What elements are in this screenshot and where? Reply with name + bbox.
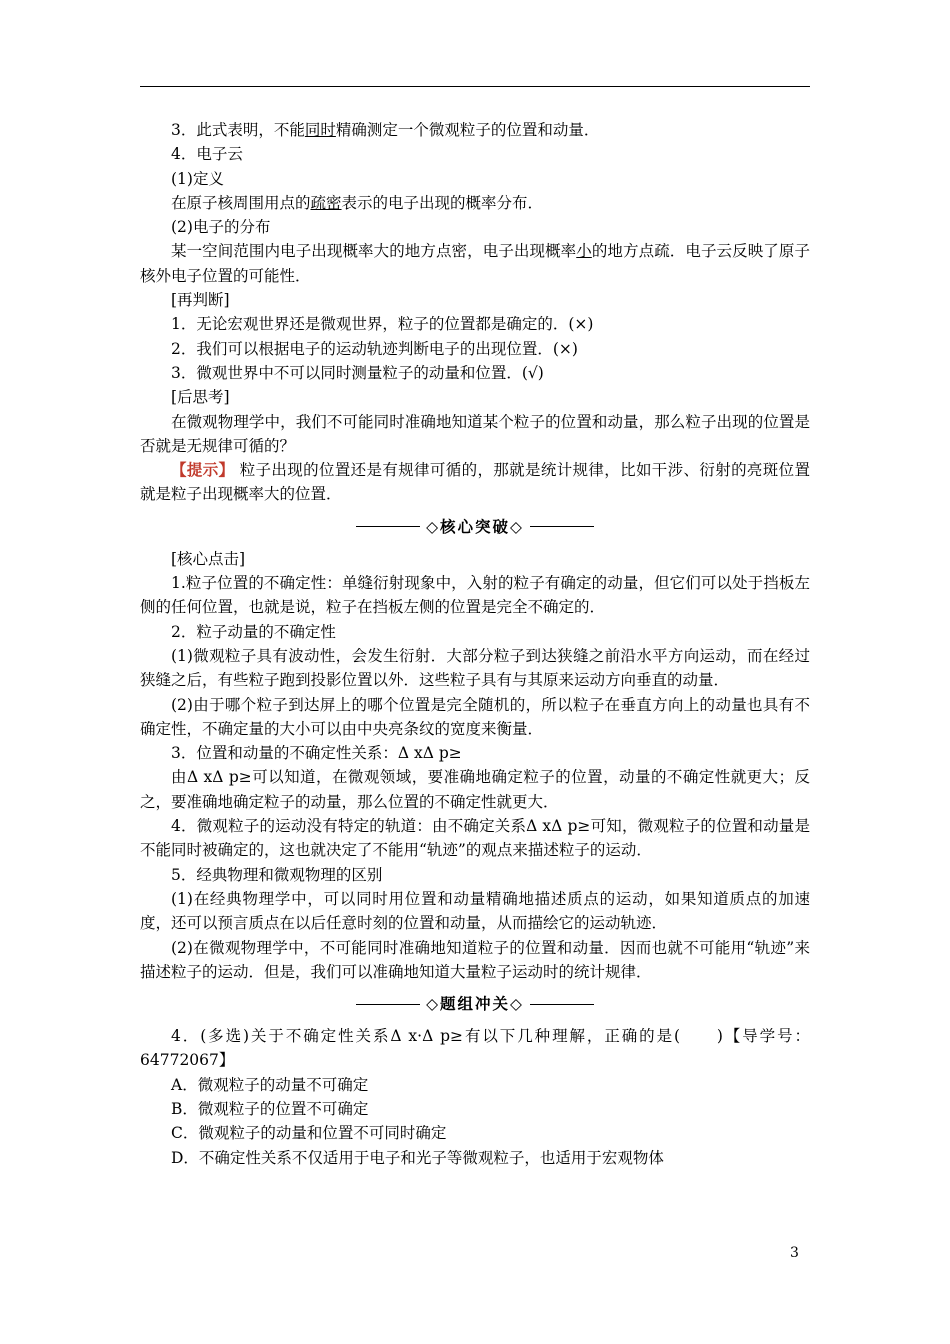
page-number: 3 xyxy=(790,1245,799,1261)
text: 3．此式表明，不能 xyxy=(171,121,305,139)
core-point-5: 5．经典物理和微观物理的区别 xyxy=(171,865,383,884)
core-point-4: 4．微观粒子的运动没有特定的轨道：由不确定关系Δ xΔ p≥可知，微观粒子的位置和动量是不能同时被确定的，这也就决定了不能用“轨迹”的观点来描述粒子的运动． xyxy=(140,817,810,860)
core-point-3-detail: 由Δ xΔ p≥可以知道，在微观领域，要准确地确定粒子的位置，动量的不确定性就更大；反之，要准确地确定粒子的动量，那么位置的不确定性就更大． xyxy=(140,768,810,811)
divider xyxy=(530,526,594,527)
label-rejudge: [再判断] xyxy=(171,291,230,310)
page-body xyxy=(140,118,810,1170)
hint-text: 粒子出现的位置还是有规律可循的，那就是统计规律，比如干涉、衍射的亮斑位置就是粒子出现概率大的位置． xyxy=(140,461,810,504)
core-point-2-1: (1)微观粒子具有波动性，会发生衍射．大部分粒子到达狭缝之前沿水平方向运动，而在经过狭缝之后，有些粒子跑到投影位置以外．这些粒子具有与其原来运动方向垂直的动量． xyxy=(140,646,810,690)
subheading-distribution: (2)电子的分布 xyxy=(171,218,271,237)
option-d: D．不确定性关系不仅适用于电子和光子等微观粒子，也适用于宏观物体 xyxy=(171,1148,664,1167)
underlined-term: 同时 xyxy=(304,121,336,139)
core-point-3: 3．位置和动量的不确定性关系：Δ xΔ p≥ xyxy=(171,744,462,763)
label-core-points: [核心点击] xyxy=(171,549,246,568)
divider xyxy=(356,526,420,527)
judge-item-2: 2．我们可以根据电子的运动轨迹判断电子的出现位置．(×) xyxy=(171,339,578,358)
text: 在原子核周围用点的 xyxy=(171,193,311,212)
section-heading-core xyxy=(140,509,810,545)
heading-electron-cloud: 4．电子云 xyxy=(171,145,243,164)
subheading-definition: (1)定义 xyxy=(171,169,224,188)
section-heading-practice xyxy=(140,986,810,1022)
core-point-5-1: (1)在经典物理学中，可以同时用位置和动量精确地描述质点的运动，如果知道质点的加速度，还可以预言质点在以后任意时刻的位置和动量，从而描绘它的运动轨迹． xyxy=(140,889,810,933)
divider xyxy=(530,1004,594,1005)
paragraph-distribution xyxy=(140,239,810,288)
text: 的地方点疏．电子云反映了原子核外电子位置的可能性． xyxy=(140,242,810,285)
question-stem: 4．(多选)关于不确定性关系Δ x·Δ p≥有以下几种理解，正确的是( )【导学号：64772067】 xyxy=(140,1027,810,1070)
judge-item-3: 3．微观世界中不可以同时测量粒子的动量和位置．(√) xyxy=(171,363,544,382)
paragraph-definition xyxy=(140,191,810,215)
section-title: ◇核心突破◇ xyxy=(426,517,524,536)
hint-label: 【提示】 xyxy=(171,460,235,480)
option-c: C．微观粒子的动量和位置不可同时确定 xyxy=(171,1124,447,1143)
section-title: ◇题组冲关◇ xyxy=(426,994,524,1013)
divider xyxy=(356,1004,420,1005)
core-point-5-2: (2)在微观物理学中，不可能同时准确地知道粒子的位置和动量．因而也就不可能用“轨迹”来描述粒子的运动．但是，我们可以准确地知道大量粒子运动时的统计规律． xyxy=(140,938,810,981)
underlined-term: 小 xyxy=(576,242,592,261)
paragraph-reflection-question: 在微观物理学中，我们不可能同时准确地知道某个粒子的位置和动量，那么粒子出现的位置是否就是无规律可循的？ xyxy=(140,412,810,455)
text: 某一空间范围内电子出现概率大的地方点密，电子出现概率 xyxy=(171,242,577,261)
header-rule xyxy=(140,86,810,87)
paragraph-hint xyxy=(140,458,810,507)
underlined-term: 疏密 xyxy=(310,193,342,212)
option-a: A．微观粒子的动量不可确定 xyxy=(171,1075,369,1094)
text: 精确测定一个微观粒子的位置和动量． xyxy=(335,121,600,139)
option-b: B．微观粒子的位置不可确定 xyxy=(171,1099,369,1118)
label-reflection: [后思考] xyxy=(171,388,230,407)
paragraph-uncertainty-meaning xyxy=(140,118,810,142)
core-point-2-2: (2)由于哪个粒子到达屏上的哪个位置是完全随机的，所以粒子在垂直方向上的动量也具有不确定性，不确定量的大小可以由中央亮条纹的宽度来衡量． xyxy=(140,695,810,738)
text: 表示的电子出现的概率分布． xyxy=(341,193,544,212)
judge-item-1: 1．无论宏观世界还是微观世界，粒子的位置都是确定的．(×) xyxy=(171,315,594,334)
core-point-2: 2．粒子动量的不确定性 xyxy=(171,622,336,641)
core-point-1: 1.粒子位置的不确定性：单缝衍射现象中，入射的粒子有确定的动量，但它们可以处于挡板左侧的任何位置，也就是说，粒子在挡板左侧的位置是完全不确定的． xyxy=(140,574,810,617)
